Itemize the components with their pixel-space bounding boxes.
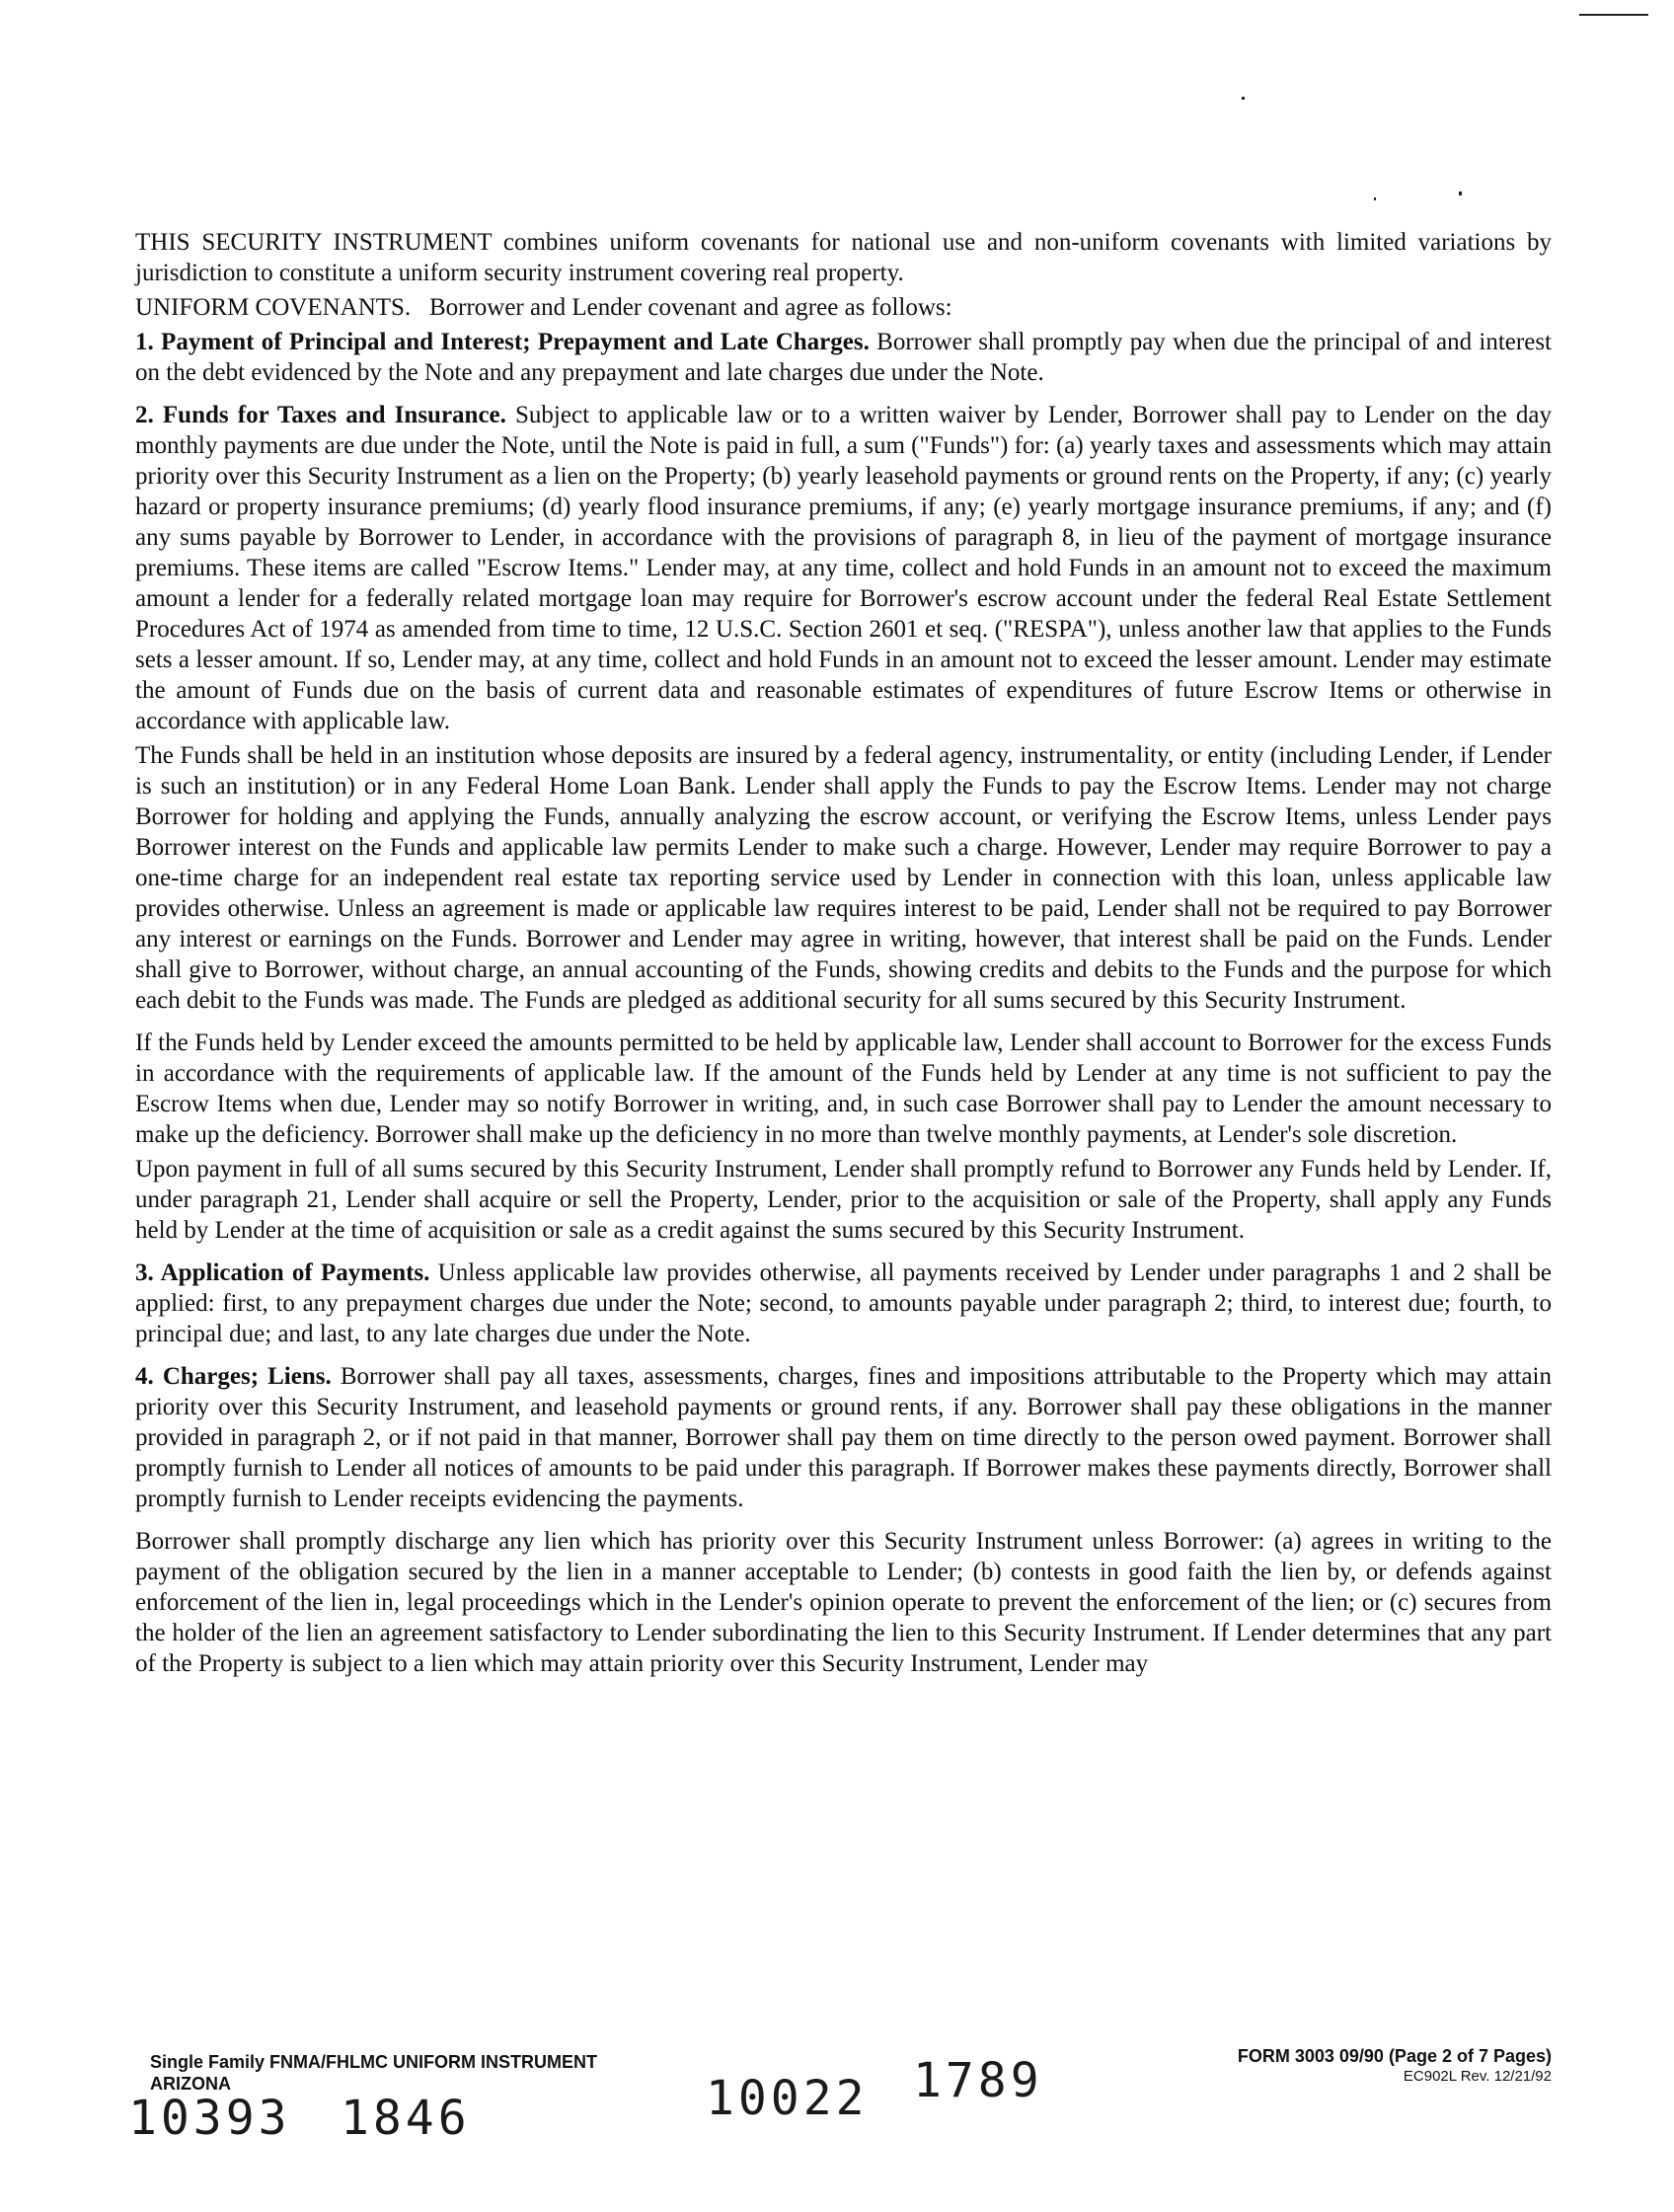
recording-stamp-1: 10393 bbox=[128, 2091, 291, 2146]
section-1 bbox=[135, 327, 1552, 388]
scan-speck bbox=[1459, 191, 1462, 195]
section-2 bbox=[135, 400, 1552, 736]
intro-paragraph: THIS SECURITY INSTRUMENT combines uniform covenants for national use and non-uniform covenants with limited variations by jurisdiction to constitute a uniform security instrument covering real property. bbox=[135, 229, 1552, 286]
recording-stamp-3: 10022 bbox=[706, 2071, 869, 2126]
section-3-title: 3. Application of Payments. bbox=[135, 1259, 430, 1286]
section-2-paragraph-4: Upon payment in full of all sums secured by this Security Instrument, Lender shall promptly refund to Borrower any Funds held by Lender. If, under paragraph 21, Lender shall acquire or sell the Property, Lender, prior to the acquisition or sale of the Property, shall apply any Funds held by Lender at the time of acquisition or sale as a credit against the sums secured by this Security Instrument. bbox=[135, 1156, 1552, 1244]
footer-state: ARIZONA bbox=[150, 2074, 231, 2094]
footer-left bbox=[150, 2051, 597, 2095]
section-4 bbox=[135, 1361, 1552, 1514]
section-2-text: Subject to applicable law or to a written waiver by Lender, Borrower shall pay to Lender on the day monthly payments are due under the Note, until the Note is paid in full, a sum ("Funds") for: (a) yearly taxes and assessments which may attain priority over this Security Instrument as a lien on the Property; (b) yearly leasehold payments or ground rents on the Property, if any; (c) yearly hazard or property insurance premiums; (d) yearly flood insurance premiums, if any; (e) yearly mortgage insurance premiums, if any; and (f) any sums payable by Borrower to Lender, in accordance with the provisions of paragraph 8, in lieu of the payment of mortgage insurance premiums. These items are called "Escrow Items." Lender may, at any time, collect and hold Funds in an amount not to exceed the maximum amount a lender for a federally related mortgage loan may require for Borrower's escrow account under the federal Real Estate Settlement Procedures Act of 1974 as amended from time to time, 12 U.S.C. Section 2601 et seq. ("RESPA"), unless another law that applies to the Funds sets a lesser amount. If so, Lender may, at any time, collect and hold Funds in an amount not to exceed the lesser amount. Lender may estimate the amount of Funds due on the basis of current data and reasonable estimates of expenditures of future Escrow Items or otherwise in accordance with applicable law. bbox=[135, 402, 1552, 734]
section-4-text: Borrower shall pay all taxes, assessments, charges, fines and impositions attributable to the Property which may attain priority over this Security Instrument, and leasehold payments or ground rents, if any. Borrower shall pay these obligations in the manner provided in paragraph 2, or if not paid in that manner, Borrower shall pay them on time directly to the person owed payment. Borrower shall promptly furnish to Lender all notices of amounts to be paid under this paragraph. If Borrower makes these payments directly, Borrower shall promptly furnish to Lender receipts evidencing the payments. bbox=[135, 1363, 1552, 1512]
footer-revision: EC902L Rev. 12/21/92 bbox=[1403, 2068, 1552, 2085]
document-body bbox=[135, 227, 1552, 1691]
recording-stamp-4: 1789 bbox=[913, 2053, 1043, 2108]
footer-right bbox=[1238, 2045, 1552, 2087]
section-3-text: Unless applicable law provides otherwise, all payments received by Lender under paragraphs 1 and 2 shall be applied: first, to any prepayment charges due under the Note; second, to amounts payable under paragraph 2; third, to interest due; fourth, to principal due; and last, to any late charges due under the Note. bbox=[135, 1259, 1553, 1347]
scan-speck bbox=[1374, 197, 1376, 200]
uniform-covenants-line bbox=[135, 292, 1552, 323]
section-3 bbox=[135, 1258, 1552, 1349]
footer-instrument: Single Family FNMA/FHLMC UNIFORM INSTRUMENT bbox=[150, 2052, 597, 2072]
scan-speck bbox=[1242, 97, 1245, 100]
section-1-text: Borrower shall promptly pay when due the principal of and interest on the debt evidenced by the Note and any prepayment and late charges due under the Note. bbox=[135, 329, 1553, 386]
section-4-title: 4. Charges; Liens. bbox=[135, 1363, 332, 1390]
recording-stamp-2: 1846 bbox=[341, 2091, 471, 2146]
uniform-covenants-heading: UNIFORM COVENANTS. bbox=[135, 294, 412, 321]
section-4-paragraph-2: Borrower shall promptly discharge any lien which has priority over this Security Instrument unless Borrower: (a) agrees in writing to the payment of the obligation secured by the lien in a manner acceptable to Lender; (b) contests in good faith the lien by, or defends against enforcement of the lien in, legal proceedings which in the Lender's opinion operate to prevent the enforcement of the lien; or (c) secures from the holder of the lien an agreement satisfactory to Lender subordinating the lien to this Security Instrument. If Lender determines that any part of the Property is subject to a lien which may attain priority over this Security Instrument, Lender may bbox=[135, 1528, 1552, 1677]
section-2-title: 2. Funds for Taxes and Insurance. bbox=[135, 402, 506, 428]
scan-mark-top-right bbox=[1579, 14, 1648, 16]
uniform-covenants-text: Borrower and Lender covenant and agree as follows: bbox=[428, 294, 952, 321]
section-1-title: 1. Payment of Principal and Interest; Prepayment and Late Charges. bbox=[135, 329, 870, 355]
section-2-paragraph-2: The Funds shall be held in an institution whose deposits are insured by a federal agency, instrumentality, or entity (including Lender, if Lender is such an institution) or in any Federal Home Loan Bank. Lender shall apply the Funds to pay the Escrow Items. Lender may not charge Borrower for holding and applying the Funds, annually analyzing the escrow account, or verifying the Escrow Items, unless Lender pays Borrower interest on the Funds and applicable law permits Lender to make such a charge. However, Lender may require Borrower to pay a one-time charge for an independent real estate tax reporting service used by Lender in connection with this loan, unless applicable law provides otherwise. Unless an agreement is made or applicable law requires interest to be paid, Lender shall not be required to pay Borrower any interest or earnings on the Funds. Borrower and Lender may agree in writing, however, that interest shall be paid on the Funds. Lender shall give to Borrower, without charge, an annual accounting of the Funds, showing credits and debits to the Funds and the purpose for which each debit to the Funds was made. The Funds are pledged as additional security for all sums secured by this Security Instrument. bbox=[135, 742, 1552, 1014]
footer-form-number: FORM 3003 09/90 (Page 2 of 7 Pages) bbox=[1237, 2046, 1552, 2066]
section-2-paragraph-3: If the Funds held by Lender exceed the amounts permitted to be held by applicable law, Lender shall account to Borrower for the excess Funds in accordance with the requirements of applicable law. If the amount of the Funds held by Lender at any time is not sufficient to pay the Escrow Items when due, Lender may so notify Borrower in writing, and, in such case Borrower shall pay to Lender the amount necessary to make up the deficiency. Borrower shall make up the deficiency in no more than twelve monthly payments, at Lender's sole discretion. bbox=[135, 1030, 1552, 1148]
